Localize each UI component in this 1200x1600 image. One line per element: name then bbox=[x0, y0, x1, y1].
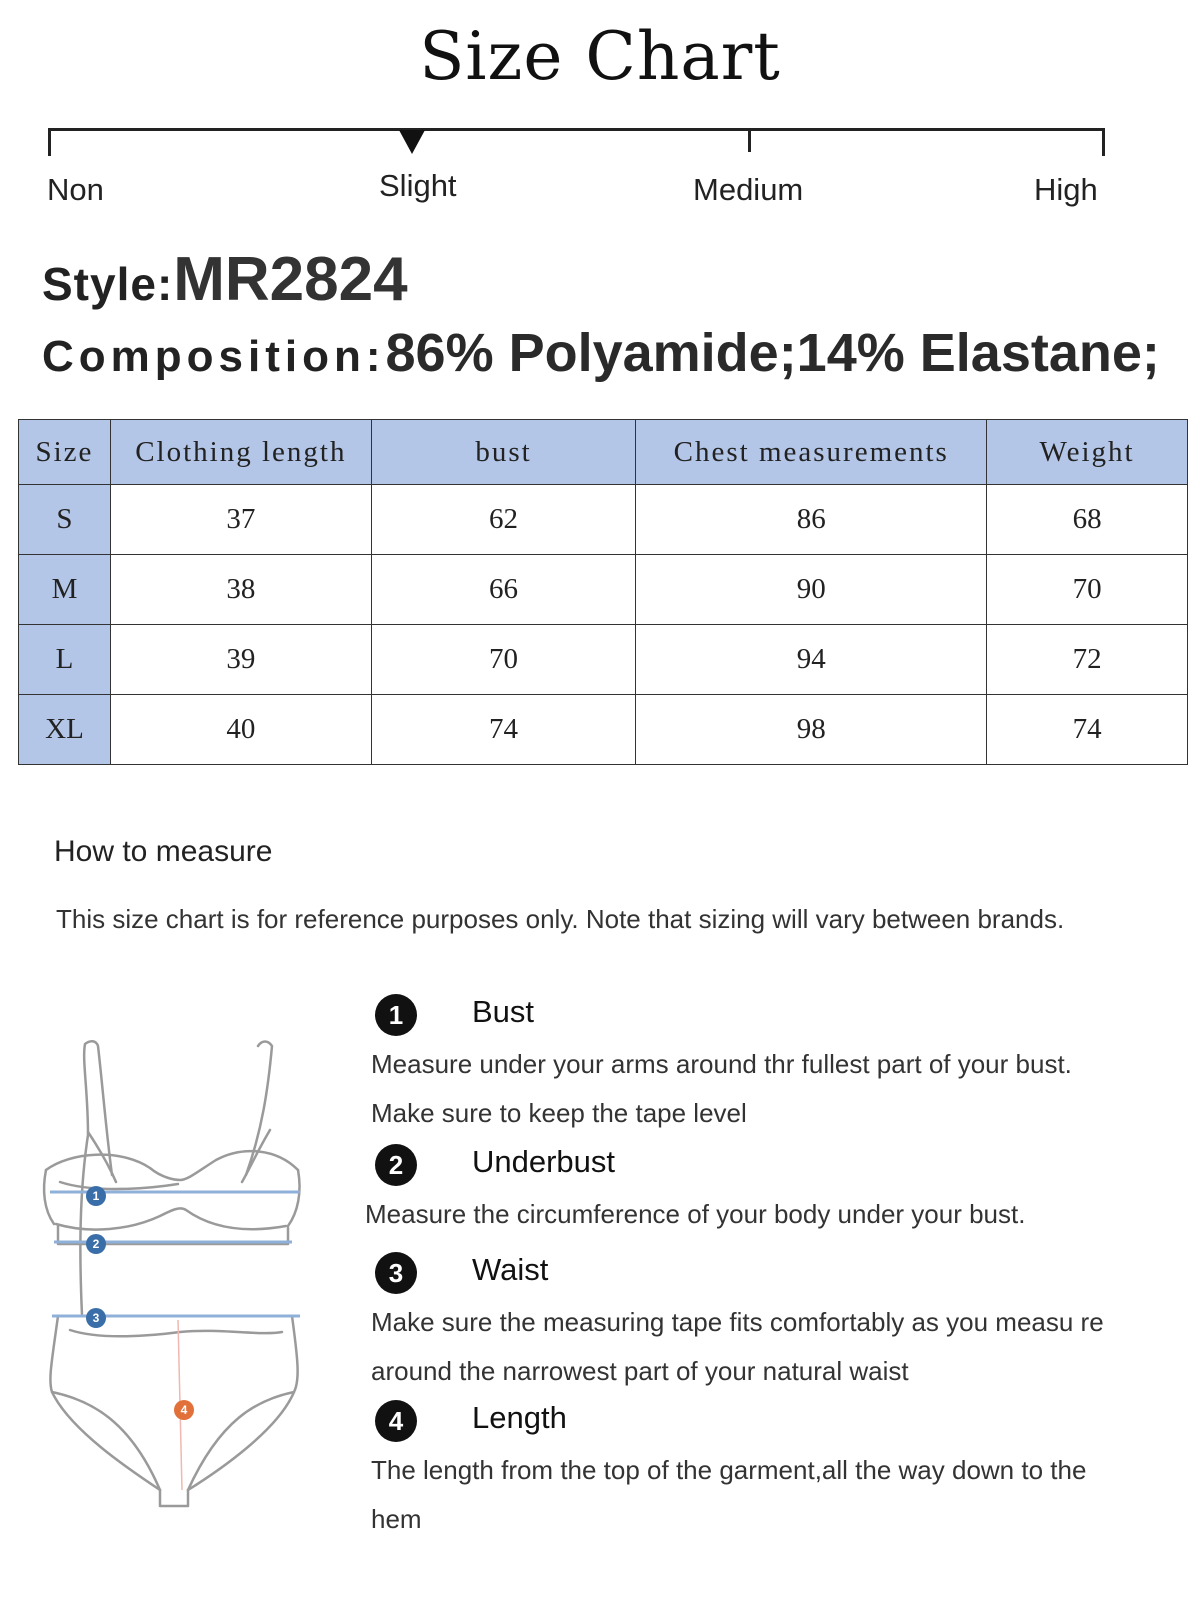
table-row bbox=[19, 625, 1188, 695]
style-value: MR2824 bbox=[173, 245, 408, 314]
table-cell: 40 bbox=[110, 695, 371, 765]
table-cell: L bbox=[19, 625, 111, 695]
style-label: Style: bbox=[42, 258, 174, 310]
step-description: Measure under your arms around thr fullest part of your bust. Make sure to keep the tape level bbox=[371, 1049, 1072, 1128]
step-title: Bust bbox=[472, 994, 535, 1029]
step-number-icon: 3 bbox=[375, 1252, 417, 1294]
header-chest: Chest measurements bbox=[636, 420, 987, 485]
composition-label: Composition: bbox=[42, 332, 386, 381]
svg-text:1: 1 bbox=[92, 1189, 100, 1203]
step-title: Underbust bbox=[472, 1144, 616, 1179]
table-cell: 38 bbox=[110, 555, 371, 625]
table-cell: 70 bbox=[371, 625, 636, 695]
table-cell: 39 bbox=[110, 625, 371, 695]
table-cell: 98 bbox=[636, 695, 987, 765]
header-weight: Weight bbox=[987, 420, 1188, 485]
stretch-label-medium: Medium bbox=[693, 172, 804, 207]
step-number-icon: 1 bbox=[375, 994, 417, 1036]
table-cell: 62 bbox=[371, 485, 636, 555]
step-number-icon: 4 bbox=[375, 1400, 417, 1442]
bikini-diagram-icon bbox=[30, 1020, 320, 1530]
table-cell: 94 bbox=[636, 625, 987, 695]
table-cell: 74 bbox=[371, 695, 636, 765]
stretch-label-slight: Slight bbox=[379, 168, 457, 203]
step-description: The length from the top of the garment,all the way down to the hem bbox=[371, 1455, 1087, 1534]
table-cell: 86 bbox=[636, 485, 987, 555]
svg-text:4: 4 bbox=[180, 1403, 188, 1417]
composition-line bbox=[42, 322, 1160, 384]
table-cell: XL bbox=[19, 695, 111, 765]
svg-text:3: 3 bbox=[92, 1311, 100, 1325]
table-header-row bbox=[19, 420, 1188, 485]
stretch-label-non: Non bbox=[47, 172, 104, 207]
step-number-icon: 2 bbox=[375, 1144, 417, 1186]
style-line bbox=[42, 244, 408, 315]
table-cell: 72 bbox=[987, 625, 1188, 695]
svg-text:2: 2 bbox=[92, 1237, 100, 1251]
step-title: Length bbox=[472, 1400, 567, 1435]
step-description: Measure the circumference of your body under your bust. bbox=[365, 1199, 1026, 1229]
table-cell: 90 bbox=[636, 555, 987, 625]
table-cell: S bbox=[19, 485, 111, 555]
table-row bbox=[19, 555, 1188, 625]
table-cell: M bbox=[19, 555, 111, 625]
page-title: Size Chart bbox=[419, 18, 781, 95]
stretch-label-high: High bbox=[1034, 172, 1098, 207]
header-clothing-length: Clothing length bbox=[110, 420, 371, 485]
table-row bbox=[19, 485, 1188, 555]
step-title: Waist bbox=[472, 1252, 549, 1287]
how-to-measure-note: This size chart is for reference purposes only. Note that sizing will vary between brands. bbox=[56, 904, 1065, 934]
size-table bbox=[18, 419, 1188, 765]
table-cell: 68 bbox=[987, 485, 1188, 555]
table-row bbox=[19, 695, 1188, 765]
table-cell: 74 bbox=[987, 695, 1188, 765]
header-size: Size bbox=[19, 420, 111, 485]
table-cell: 37 bbox=[110, 485, 371, 555]
composition-value: 86% Polyamide;14% Elastane; bbox=[385, 323, 1160, 383]
table-cell: 70 bbox=[987, 555, 1188, 625]
stretch-pointer-icon bbox=[399, 130, 425, 154]
step-description: Make sure the measuring tape fits comfortably as you measu re around the narrowest part of your natural waist bbox=[371, 1307, 1104, 1386]
header-bust: bust bbox=[371, 420, 636, 485]
how-to-measure-heading: How to measure bbox=[54, 835, 273, 868]
table-cell: 66 bbox=[371, 555, 636, 625]
